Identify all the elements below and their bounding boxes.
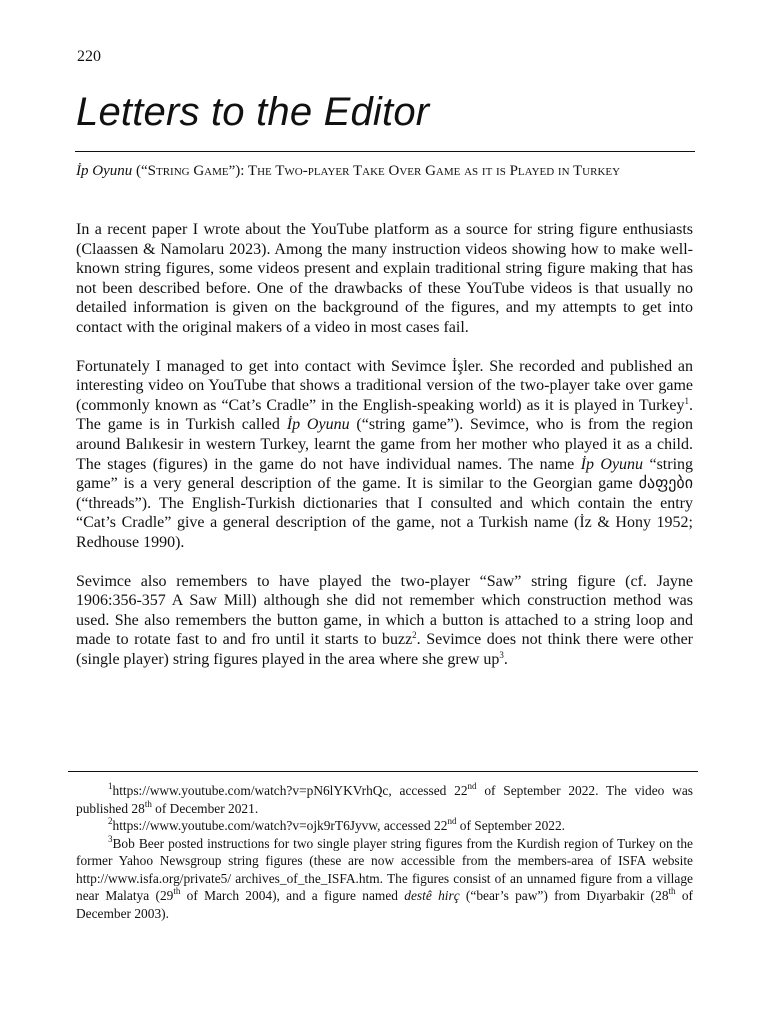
footnote-1 <box>76 782 693 817</box>
footnote-1-text-b: of September 2022. The video was published 28 <box>76 783 693 816</box>
footnotes <box>76 782 693 922</box>
footnote-ref-1: 1 <box>684 395 689 406</box>
footnote-1-ordinal-1: nd <box>467 781 477 791</box>
footnote-3-ordinal-1: th <box>173 886 181 896</box>
term-deste-hirc: destê hirç <box>404 888 460 903</box>
footnote-3-text-c: (“bear’s paw”) from Dıyarbakir (28 <box>459 888 669 903</box>
footnote-3-text-a: Bob Beer posted instructions for two single player string figures from the Kurdish region of Turkey on the former Yahoo Newsgroup string figures (these are now accessible from the members-area of ISFA website http://www.isfa.org/private5/ archives_of_the_ISFA.htm. The figures consist of an unnamed figure from a village near Malatya (29 <box>76 835 693 903</box>
article-body <box>76 220 693 688</box>
footnote-2-mark: 2 <box>108 816 113 826</box>
paragraph-1: In a recent paper I wrote about the YouTube platform as a source for string figure enthusiasts (Claassen & Namolaru 2023). Among the many instruction videos showing how to make well-known string figures, some videos present and explain traditional string figure making that has not been described before. One of the drawbacks of these YouTube videos is that usually no detailed information is given on the background of the figures, and my attempts to get into contact with the original makers of a video in most cases fail. <box>76 221 693 336</box>
footnote-2-ordinal: nd <box>447 816 457 826</box>
paragraph-3-text-a: Sevimce also remembers to have played the two-player “Saw” string figure (cf. Jayne 1906:356-357 A Saw Mill) although she did not remember which construction method was used. She also remembers the button game, in which a button is attached to a string loop and made to rotate fast to and fro until it starts to buzz <box>76 572 693 649</box>
footnote-1-link-text: https://www.youtube.com/watch?v=pN6lYKVrhQc, accessed 22 <box>112 783 468 798</box>
footnote-2-link-text: https://www.youtube.com/watch?v=ojk9rT6Jyvw, accessed 22 <box>112 818 448 833</box>
paragraph-2 <box>76 357 693 553</box>
footnote-3-mark: 3 <box>108 833 113 844</box>
article-title-text: (“String Game”): The Two-player Take Over Game as it is Played in Turkey <box>132 163 621 179</box>
footnote-1-text-c: of December 2021. <box>151 800 259 816</box>
paragraph-3-text-c: . <box>503 650 508 668</box>
paragraph-2-text-d: “string game” is a very general description of the game. It is similar to the Georgian game ძაფები (“threads”). The English-Turkish dictionaries that I consulted and which contain the entry “Cat’s Cradle” give a general description of the game, not a Turkish name (İz & Hony 1952; Redhouse 1990). <box>76 455 694 551</box>
paragraph-2-text-c: (“string game”). Sevimce, who is from the region around Balıkesir in western Turkey, learnt the game from her mother who played it as a child. The stages (figures) in the game do not have individual names. The name <box>76 416 694 473</box>
footnote-3-text-b: of March 2004), and a figure named <box>180 888 405 903</box>
footnote-2-text-b: of September 2022. <box>456 818 566 833</box>
footnote-ref-2: 2 <box>412 630 417 641</box>
footnote-3-ordinal-2: th <box>668 886 676 896</box>
paragraph-2-text-b: . The game is in Turkish called <box>76 396 693 434</box>
footnote-2 <box>76 817 693 835</box>
section-title: Letters to the Editor <box>76 90 430 134</box>
title-divider <box>75 151 695 152</box>
paragraph-3-text-b: . Sevimce does not think there were other (single player) string figures played in the area where she grew up <box>76 631 693 668</box>
term-ip-oyunu-2: İp Oyunu <box>580 455 644 473</box>
footnote-divider <box>68 771 698 772</box>
paragraph-2-text-a: Fortunately I managed to get into contact with Sevimce İşler. She recorded and published an interesting video on YouTube that shows a traditional version of the two-player take over game (commonly known as “Cat’s Cradle” in the English-speaking world) as it is played in Turkey <box>76 357 693 414</box>
article-title <box>76 162 693 182</box>
paragraph-3 <box>76 572 693 670</box>
footnote-1-ordinal-2: th <box>144 798 152 809</box>
footnote-3 <box>76 835 693 923</box>
footnote-3-text-d: of December 2003). <box>76 888 693 921</box>
footnote-1-mark: 1 <box>108 781 113 791</box>
page-number: 220 <box>77 48 101 65</box>
article-title-term: İp Oyunu <box>76 163 133 179</box>
footnote-ref-3: 3 <box>499 649 504 660</box>
term-ip-oyunu: İp Oyunu <box>286 416 350 434</box>
